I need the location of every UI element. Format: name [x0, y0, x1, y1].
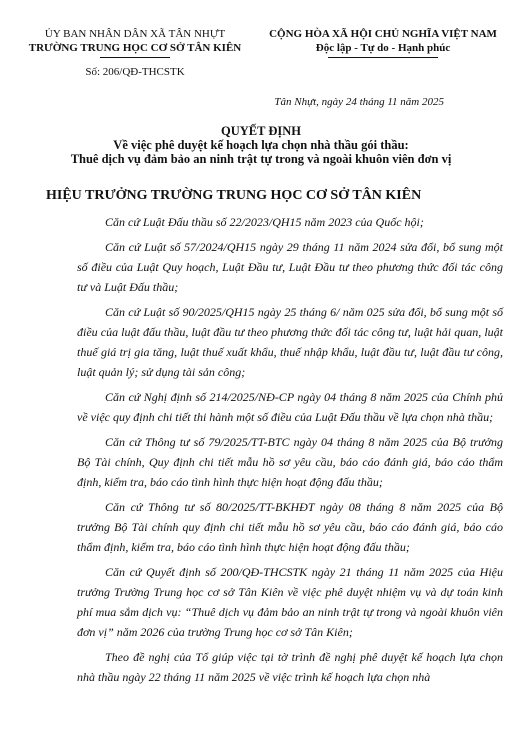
title-block: [30, 124, 492, 166]
legal-basis-paragraph: Căn cứ Luật số 57/2024/QH15 ngày 29 tháng 11 năm 2024 sửa đổi, bổ sung một số điều của Luật Quy hoạch, Luật Đầu tư, Luật Đầu tư theo phương thức đối tác công tư và Luật Đấu thầu;: [77, 240, 503, 294]
document-title: QUYẾT ĐỊNH: [221, 124, 301, 138]
legal-basis-paragraph: Căn cứ Quyết định số 200/QĐ-THCSTK ngày 21 tháng 11 năm 2025 của Hiệu trưởng Trường Trung học cơ sở Tân Kiên về việc phê duyệt nhiệm vụ và dự toán kinh phí mua sắm dịch vụ: “Thuê dịch vụ đảm bảo an ninh trật tự trong và ngoài khuôn viên đơn vị” năm 2026 của trường Trung học cơ sở Tân Kiên;: [77, 565, 503, 639]
legal-basis-paragraph: Căn cứ Nghị định số 214/2025/NĐ-CP ngày 04 tháng 8 năm 2025 của Chính phủ về việc quy định chi tiết thi hành một số điều của Luật Đấu thầu về lựa chọn nhà thầu;: [77, 390, 503, 424]
issuer-school: TRƯỜNG TRUNG HỌC CƠ SỞ TÂN KIÊN: [28, 42, 242, 54]
motto-underline: [328, 57, 438, 58]
legal-basis-paragraph: Căn cứ Thông tư số 79/2025/TT-BTC ngày 04 tháng 8 năm 2025 của Bộ trưởng Bộ Tài chính, Quy định chi tiết mẫu hồ sơ yêu cầu, báo cáo đánh giá, báo cáo thẩm định, kiểm tra, báo cáo tình hình thực hiện hoạt động đấu thầu;: [77, 435, 503, 489]
issuer-underline: [100, 57, 170, 58]
national-motto: Độc lập - Tự do - Hạnh phúc: [315, 42, 451, 54]
legal-basis-paragraph: Căn cứ Luật Đấu thầu số 22/2023/QH15 năm 2023 của Quốc hội;: [105, 215, 424, 229]
legal-basis-paragraph: Căn cứ Thông tư số 80/2025/TT-BKHĐT ngày 08 tháng 8 năm 2025 của Bộ trưởng Bộ Tài chính quy định chi tiết mẫu hồ sơ yêu cầu, báo cáo đánh giá, báo cáo thẩm định, kiểm tra, báo cáo tình hình thực hiện hoạt động đấu thầu;: [77, 500, 503, 554]
issuer-header: [20, 27, 250, 79]
document-number: Số: 206/QĐ-THCSTK: [85, 66, 185, 78]
subject-line-1: Về việc phê duyệt kế hoạch lựa chọn nhà thầu gói thầu:: [113, 138, 409, 152]
authority-heading: HIỆU TRƯỞNG TRƯỜNG TRUNG HỌC CƠ SỞ TÂN KIÊN: [46, 188, 422, 203]
national-header: [252, 27, 514, 58]
issuer-org: ỦY BAN NHÂN DÂN XÃ TÂN NHỰT: [44, 28, 226, 40]
document-body: [77, 212, 503, 692]
national-title: CỘNG HÒA XÃ HỘI CHỦ NGHĨA VIỆT NAM: [269, 28, 497, 40]
subject-line-2: Thuê dịch vụ đảm bảo an ninh trật tự trong và ngoài khuôn viên đơn vị: [70, 152, 452, 166]
document-date: Tân Nhựt, ngày 24 tháng 11 năm 2025: [274, 96, 444, 108]
legal-basis-paragraph: Theo đề nghị của Tổ giúp việc tại tờ trình đề nghị phê duyệt kế hoạch lựa chọn nhà thầu ngày 22 tháng 11 năm 2025 về việc trình kế hoạch lựa chọn nhà: [77, 650, 503, 684]
legal-basis-paragraph: Căn cứ Luật số 90/2025/QH15 ngày 25 tháng 6/ năm 025 sửa đổi, bổ sung một số điều của luật đấu thầu, luật đầu tư theo phương thức đối tác công tư, luật hải quan, luật thuế giá trị gia tăng, luật thuế xuất khẩu, thuế nhập khẩu, luật đầu tư, luật đầu tư công, luật quản lý; sử dụng tài sản công;: [77, 305, 503, 379]
